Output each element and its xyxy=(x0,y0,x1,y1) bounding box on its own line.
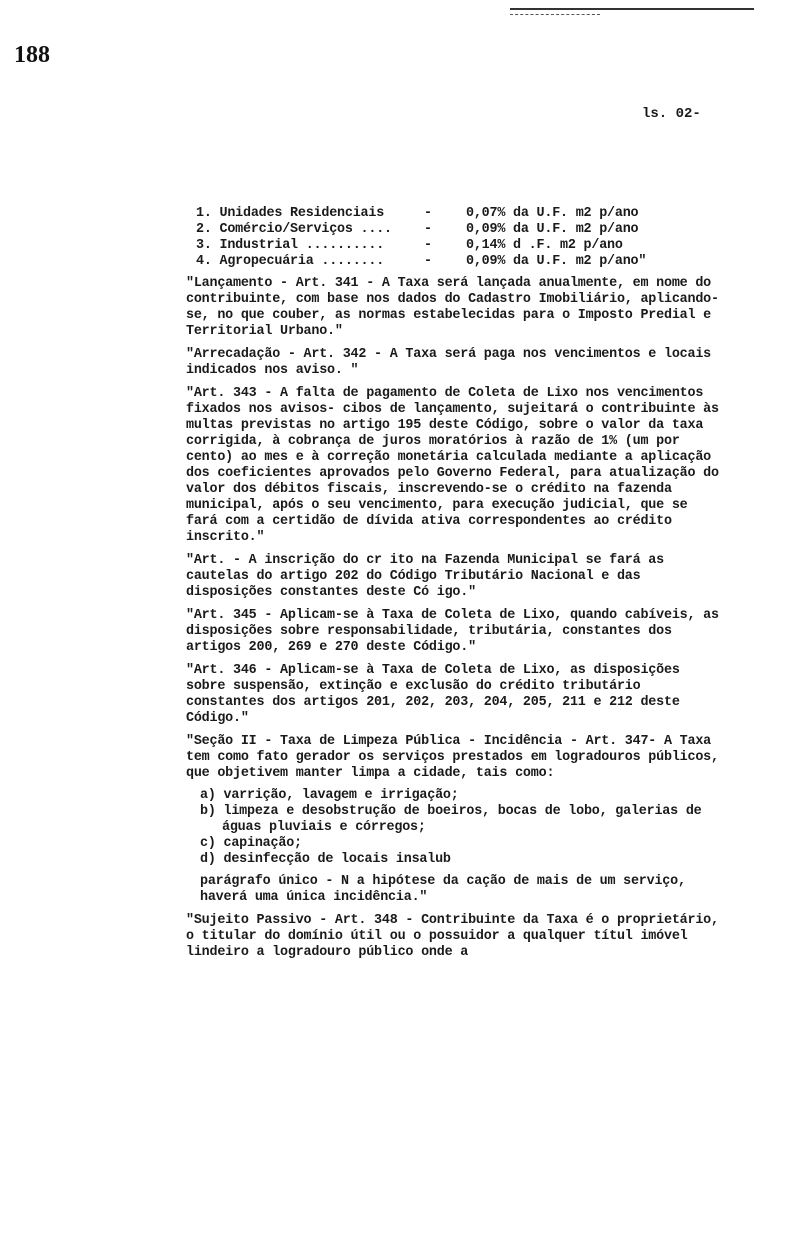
rate-dash: - xyxy=(424,222,432,237)
header-rule xyxy=(510,8,754,10)
paragraph-art-343: "Art. 343 - A falta de pagamento de Coleta de Lixo nos vencimentos fixados nos avisos- cibos de lançamento, sujeitará o contribuinte às multas previstas no artigo 195 deste Código, sobre o valor da taxa corrigida, à cobrança de juros moratórios à razão de 1% (um por cento) ao mes e à correção monetária calculada mediante a aplicação dos coeficientes aprovados pelo Governo Federal, para atualização do valor dos débitos fiscais, inscrevendo-se o crédito na fazenda municipal, após o seu vencimento, para execução judicial, que se fará com a certidão de dívida ativa correspondentes ao crédito inscrito." xyxy=(186,386,719,545)
rate-category: 2. Comércio/Serviços .... xyxy=(196,222,392,237)
paragraph-sujeito-passivo: "Sujeito Passivo - Art. 348 - Contribuinte da Taxa é o proprietário, o titular do domínio útil ou o possuidor a qualquer títul imóvel lindeiro a logradouro público onde a xyxy=(186,913,719,960)
paragraph-art-344: "Art. - A inscrição do cr ito na Fazenda Municipal se fará as cautelas do artigo 202 do Código Tributário Nacional e das disposições constantes deste Có igo." xyxy=(186,553,664,600)
rate-row xyxy=(196,206,726,222)
paragraph-art-346: "Art. 346 - Aplicam-se à Taxa de Coleta de Lixo, as disposições sobre suspensão, extinção e exclusão do crédito tributário constantes dos artigos 201, 202, 203, 204, 205, 211 e 212 deste Código." xyxy=(186,663,680,726)
paragraph-lancamento: "Lançamento - Art. 341 - A Taxa será lançada anualmente, em nome do contribuinte, com base nos dados do Cadastro Imobiliário, aplicando-se, no que couber, as normas estabelecidas para o Imposto Predial e Territorial Urbano." xyxy=(186,276,719,339)
page-reference: ls. 02- xyxy=(642,106,701,122)
rate-row xyxy=(196,222,726,238)
rate-category: 4. Agropecuária ........ xyxy=(196,254,385,269)
rate-row xyxy=(196,254,726,270)
paragraph-art-345: "Art. 345 - Aplicam-se à Taxa de Coleta de Lixo, quando cabíveis, as disposições sobre responsabilidade, tributária, constantes dos artigos 200, 269 e 270 deste Código." xyxy=(186,608,719,655)
rate-value: 0,07% da U.F. m2 p/ano xyxy=(466,206,639,221)
paragraph-secao-ii: "Seção II - Taxa de Limpeza Pública - Incidência - Art. 347- A Taxa tem como fato gerador os serviços prestados em logradouros públicos, que objetivem manter limpa a cidade, tais como: xyxy=(186,734,719,781)
rate-dash: - xyxy=(424,238,432,253)
rate-value: 0,09% da U.F. m2 p/ano xyxy=(466,222,639,237)
paragraph-paragrafo-unico: parágrafo único - N a hipótese da cação de mais de um serviço, haverá uma única incidência." xyxy=(200,874,686,905)
rate-category: 3. Industrial .......... xyxy=(196,238,385,253)
document-body xyxy=(186,206,726,961)
rate-table xyxy=(196,206,726,270)
rate-category: 1. Unidades Residenciais xyxy=(196,206,385,221)
list-item: a) varrição, lavagem e irrigação; xyxy=(200,788,459,803)
rate-value: 0,14% d .F. m2 p/ano xyxy=(466,238,623,253)
list-item: c) capinação; xyxy=(200,836,302,851)
rate-value: 0,09% da U.F. m2 p/ano" xyxy=(466,254,647,269)
list-item: b) limpeza e desobstrução de boeiros, bocas de lobo, galerias de águas pluviais e córregos; xyxy=(200,804,702,835)
rate-row xyxy=(196,238,726,254)
header-rule-dashed xyxy=(510,14,600,15)
paragraph-arrecadacao: "Arrecadação - Art. 342 - A Taxa será paga nos vencimentos e locais indicados nos aviso. " xyxy=(186,347,711,378)
list-item: d) desinfecção de locais insalub xyxy=(200,852,451,867)
services-list xyxy=(200,788,726,868)
rate-dash: - xyxy=(424,206,432,221)
page-number: 188 xyxy=(14,42,50,68)
rate-dash: - xyxy=(424,254,432,269)
